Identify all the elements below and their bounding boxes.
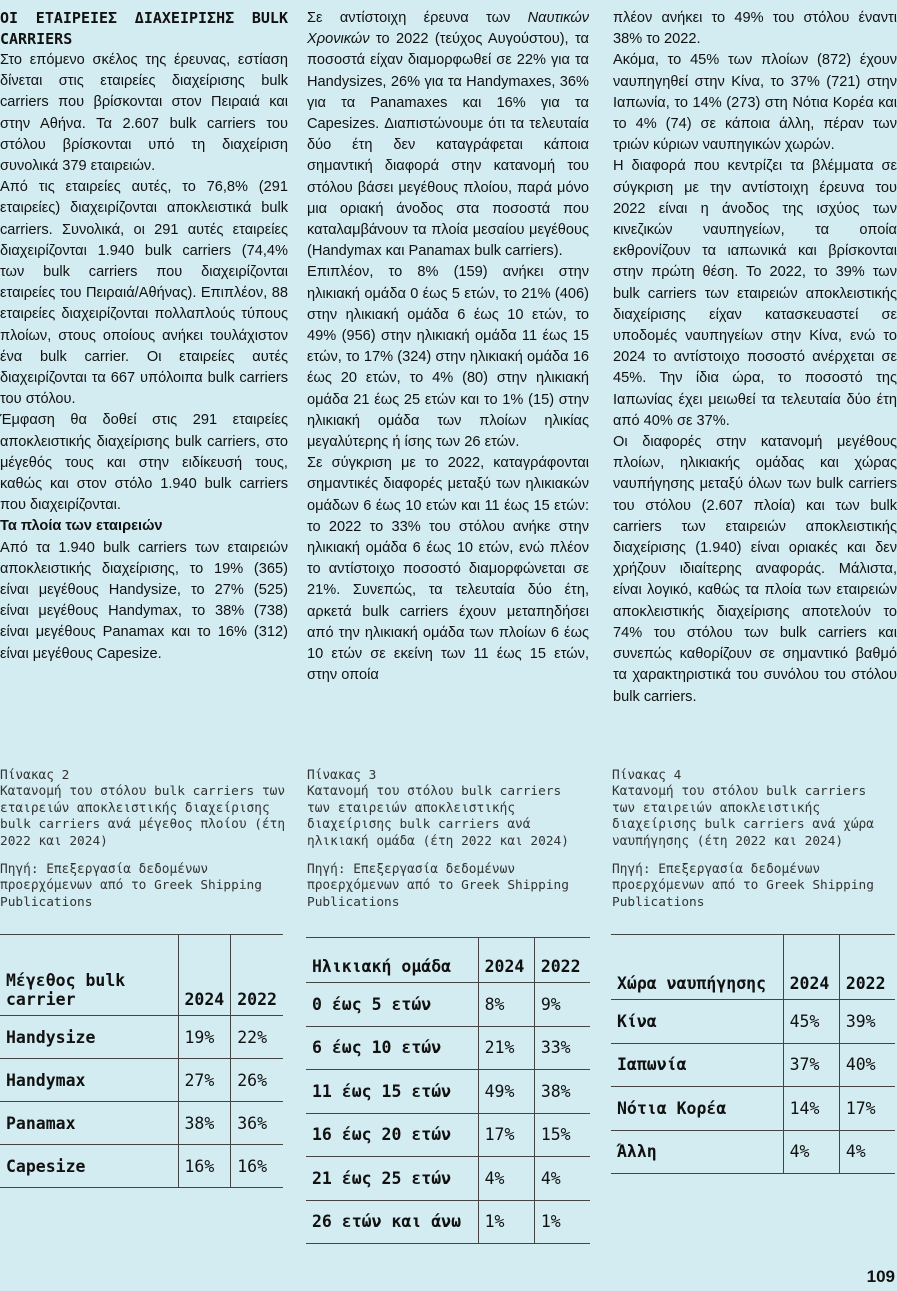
column-header: 2022 — [839, 935, 895, 1000]
row-label: 16 έως 20 ετών — [306, 1113, 478, 1157]
table-source: Πηγή: Επεξεργασία δεδομένων προερχόμενων από το Greek Shipping Publications — [0, 862, 262, 910]
table-2-caption — [0, 768, 288, 911]
table-4-caption — [612, 768, 896, 911]
cell-2024: 38% — [178, 1102, 231, 1145]
row-label: 0 έως 5 ετών — [306, 983, 478, 1027]
table-row — [611, 1000, 895, 1044]
column-header: 2024 — [783, 935, 839, 1000]
text-column-2 — [307, 8, 589, 687]
cell-2022: 33% — [534, 1026, 590, 1070]
paragraph: Από τις εταιρείες αυτές, το 76,8% (291 εταιρείες) διαχειρίζονται αποκλειστικά bulk carriers. Συνολικά, οι 291 αυτές εταιρείες διαχειρίζονται 1.940 bulk carriers (74,4% των bulk carriers που διαχειρίζονται εταιρείες του Πειραιά/Αθήνας). Επιπλέον, 88 εταιρείες διαχειρίζονται πολλαπλούς τύπους πλοίων, στους οποίους ανήκει τουλάχιστον ένα bulk carrier. Οι εταιρείες αυτές διαχειρίζονται τα 667 υπόλοιπα bulk carriers του στόλου. — [0, 179, 288, 408]
table-row — [0, 1102, 283, 1145]
column-header: 2022 — [231, 935, 283, 1016]
table-row — [306, 1157, 590, 1201]
table-row — [0, 1016, 283, 1059]
paragraph: Οι διαφορές στην κατανομή μεγέθους πλοίων, ηλικιακής ομάδας και χώρας ναυπήγησης μεταξύ όλων των bulk carriers του στόλου (2.607 πλοία) και των bulk carriers των εταιρειών αποκλειστικής διαχείρισης (1.940) είναι οριακές και δεν χρήζουν ιδιαίτερης αναφοράς. Μάλιστα, είναι λογικό, καθώς τα πλοία των εταιρειών αποκλειστικής διαχείρισης αποτελούν το 74% του στόλου των bulk carriers και συνεπώς καθορίζουν σε σημαντικό βαθμό τα χαρακτηριστικά του συνόλου του στόλου bulk carriers. — [613, 434, 897, 705]
cell-2024: 1% — [478, 1200, 534, 1244]
table-row — [306, 1200, 590, 1244]
text-column-3 — [613, 8, 897, 708]
cell-2022: 36% — [231, 1102, 283, 1145]
table-label: Πίνακας 3 — [307, 768, 377, 783]
table-label: Πίνακας 2 — [0, 768, 70, 783]
table-row — [306, 1026, 590, 1070]
cell-2024: 21% — [478, 1026, 534, 1070]
cell-2024: 16% — [178, 1145, 231, 1188]
text-column-1 — [0, 8, 288, 665]
subheading: Τα πλοία των εταιρειών — [0, 518, 163, 535]
table-label: Πίνακας 4 — [612, 768, 682, 783]
section-headline: ΟΙ ΕΤΑΙΡΕΙΕΣ ΔΙΑΧΕΙΡΙΣΗΣ BULK CARRIERS — [0, 9, 288, 48]
row-label: 26 ετών και άνω — [306, 1200, 478, 1244]
table-4-build-country — [611, 934, 895, 1174]
table-caption-text: Κατανομή του στόλου bulk carriers των εταιρειών αποκλειστικής διαχείρισης bulk carriers ανά μέγεθος πλοίου (έτη 2022 και 2024) — [0, 784, 286, 849]
paragraph: Από τα 1.940 bulk carriers των εταιρειών αποκλειστικής διαχείρισης, το 19% (365) είναι μεγέθους Handysize, το 27% (525) είναι μεγέθους Handymax, το 38% (738) είναι μεγέθους Panamax και το 16% (312) είναι μεγέθους Capesize. — [0, 539, 288, 662]
paragraph: Ακόμα, το 45% των πλοίων (872) έχουν ναυπηγηθεί στην Κίνα, το 37% (721) στην Ιαπωνία, το 14% (273) στη Νότια Κορέα και το 4% (74) σε κάποια άλλη, πέραν των τριών κύριων ναυπηγικών χωρών. — [613, 52, 897, 154]
column-header: Ηλικιακή ομάδα — [306, 938, 478, 983]
cell-2024: 19% — [178, 1016, 231, 1059]
paragraph: Έμφαση θα δοθεί στις 291 εταιρείες αποκλειστικής διαχείρισης bulk carriers, στο μέγεθός τους και στην ειδίκευσή τους, καθώς και στον στόλο 1.940 bulk carriers που διαχειρίζονται. — [0, 412, 288, 514]
cell-2022: 9% — [534, 983, 590, 1027]
column-header: 2024 — [478, 938, 534, 983]
table-caption-text: Κατανομή του στόλου bulk carriers των εταιρειών αποκλειστικής διαχείρισης bulk carriers ανά ηλικιακή ομάδα (έτη 2022 και 2024) — [307, 784, 569, 849]
row-label: Capesize — [0, 1145, 178, 1188]
publication-title: Ναυτικών Χρονικών — [307, 10, 589, 48]
paragraph: Στο επόμενο σκέλος της έρευνας, εστίαση δίνεται στις εταιρείες διαχείρισης bulk carriers που βρίσκονται στον Πειραιά και στην Αθήνα. Τα 2.607 bulk carriers του στόλου βρίσκονται υπό τη διαχείριση συνολικά 379 εταιρειών. — [0, 52, 288, 175]
paragraph: Επιπλέον, το 8% (159) ανήκει στην ηλικιακή ομάδα 0 έως 5 ετών, το 21% (406) στην ηλικιακή ομάδα 6 έως 10 ετών, το 49% (956) στην ηλικιακή ομάδα 11 έως 15 ετών, το 17% (324) στην ηλικιακή ομάδα 16 έως 20 ετών, το 4% (80) στην ηλικιακή ομάδα 21 έως 25 ετών και το 1% (15) στην ηλικιακή ομάδα των πλοίων ηλικίας μεγαλύτερης ή ίσης των 26 ετών. — [307, 264, 589, 451]
row-label: Handymax — [0, 1059, 178, 1102]
table-row — [306, 1113, 590, 1157]
row-label: Handysize — [0, 1016, 178, 1059]
table-header-row — [611, 935, 895, 1000]
cell-2024: 49% — [478, 1070, 534, 1114]
row-label: Panamax — [0, 1102, 178, 1145]
cell-2022: 39% — [839, 1000, 895, 1044]
cell-2022: 40% — [839, 1043, 895, 1087]
table-header-row — [306, 938, 590, 983]
row-label: 11 έως 15 ετών — [306, 1070, 478, 1114]
paragraph — [307, 8, 589, 262]
cell-2022: 17% — [839, 1087, 895, 1131]
cell-2024: 4% — [783, 1130, 839, 1174]
row-label: 21 έως 25 ετών — [306, 1157, 478, 1201]
table-3-age-group — [306, 937, 590, 1244]
column-header: 2022 — [534, 938, 590, 983]
table-row — [306, 1070, 590, 1114]
table-caption-text: Κατανομή του στόλου bulk carriers των εταιρειών αποκλειστικής διαχείρισης bulk carriers ανά χώρα ναυπήγησης (έτη 2022 και 2024) — [612, 784, 874, 849]
cell-2024: 37% — [783, 1043, 839, 1087]
table-header-row — [0, 935, 283, 1016]
table-source: Πηγή: Επεξεργασία δεδομένων προερχόμενων από το Greek Shipping Publications — [612, 862, 874, 910]
column-header: 2024 — [178, 935, 231, 1016]
cell-2024: 4% — [478, 1157, 534, 1201]
column-header: Μέγεθος bulk carrier — [0, 935, 178, 1016]
paragraph: Σε σύγκριση με το 2022, καταγράφονται σημαντικές διαφορές μεταξύ των ηλικιακών ομάδων 6 έως 10 ετών και 11 έως 15 ετών: το 2022 το 33% του στόλου ανήκε στην ηλικιακή ομάδα 6 έως 10 ετών, ενώ πλέον το αντίστοιχο ποσοστό διαμορφώνεται σε 21%. Συνεπώς, τα τελευταία δύο έτη, αρκετά bulk carriers έχουν μεταπηδήσει από την ηλικιακή ομάδα των πλοίων 6 έως 10 ετών σε εκείνη των 11 έως 15 ετών, στην οποία — [307, 455, 589, 684]
page-number: 109 — [866, 1267, 895, 1286]
paragraph-text: Σε αντίστοιχη έρευνα των — [307, 10, 528, 26]
row-label: Άλλη — [611, 1130, 783, 1174]
cell-2022: 38% — [534, 1070, 590, 1114]
cell-2024: 8% — [478, 983, 534, 1027]
table-row — [0, 1059, 283, 1102]
table-3-caption — [307, 768, 591, 911]
cell-2022: 1% — [534, 1200, 590, 1244]
row-label: Κίνα — [611, 1000, 783, 1044]
table-row — [306, 983, 590, 1027]
table-row — [611, 1043, 895, 1087]
cell-2022: 16% — [231, 1145, 283, 1188]
column-header: Χώρα ναυπήγησης — [611, 935, 783, 1000]
cell-2024: 27% — [178, 1059, 231, 1102]
cell-2024: 45% — [783, 1000, 839, 1044]
cell-2024: 14% — [783, 1087, 839, 1131]
table-2-vessel-size — [0, 934, 283, 1188]
table-row — [0, 1145, 283, 1188]
cell-2022: 4% — [534, 1157, 590, 1201]
table-row — [611, 1130, 895, 1174]
cell-2024: 17% — [478, 1113, 534, 1157]
table-row — [611, 1087, 895, 1131]
row-label: Νότια Κορέα — [611, 1087, 783, 1131]
paragraph: Η διαφορά που κεντρίζει τα βλέμματα σε σύγκριση με την αντίστοιχη έρευνα του 2022 είναι η άνοδος της ισχύος των κινεζικών ναυπηγείων, τα οποία εκθρονίζουν τα ιαπωνικά και βρίσκονται στην πρώτη θέση. Το 2022, το 39% των bulk carriers των εταιρειών αποκλειστικής διαχείρισης είχαν κατασκευαστεί σε υποδομές ναυπηγείων στην Κίνα, ενώ το 2024 το αντίστοιχο ποσοστό ανέρχεται σε 45%. Την ίδια ώρα, το ποσοστό της Ιαπωνίας έχει μειωθεί τα τελευταία δύο έτη από 40% σε 37%. — [613, 158, 897, 429]
table-source: Πηγή: Επεξεργασία δεδομένων προερχόμενων από το Greek Shipping Publications — [307, 862, 569, 910]
paragraph: πλέον ανήκει το 49% του στόλου έναντι 38% το 2022. — [613, 10, 897, 48]
cell-2022: 22% — [231, 1016, 283, 1059]
cell-2022: 26% — [231, 1059, 283, 1102]
row-label: 6 έως 10 ετών — [306, 1026, 478, 1070]
paragraph-text: το 2022 (τεύχος Αυγούστου), τα ποσοστά είχαν διαμορφωθεί σε 22% για τα Handysizes, 26% για τα Handymaxes, 36% για τα Panamaxes και 16% για τα Capesizes. Διαπιστώνουμε ότι τα τελευταία δύο έτη δεν καταγράφεται κάποια σημαντική διαφορά στην κατανομή του στόλου βάσει μεγέθους πλοίου, παρά μόνο μια οριακή άνοδος στα ποσοστά που καταλαμβάνουν τα πλοία μεσαίου μεγέθους (Handymax και Panamax bulk carriers). — [307, 31, 589, 260]
cell-2022: 4% — [839, 1130, 895, 1174]
cell-2022: 15% — [534, 1113, 590, 1157]
row-label: Ιαπωνία — [611, 1043, 783, 1087]
